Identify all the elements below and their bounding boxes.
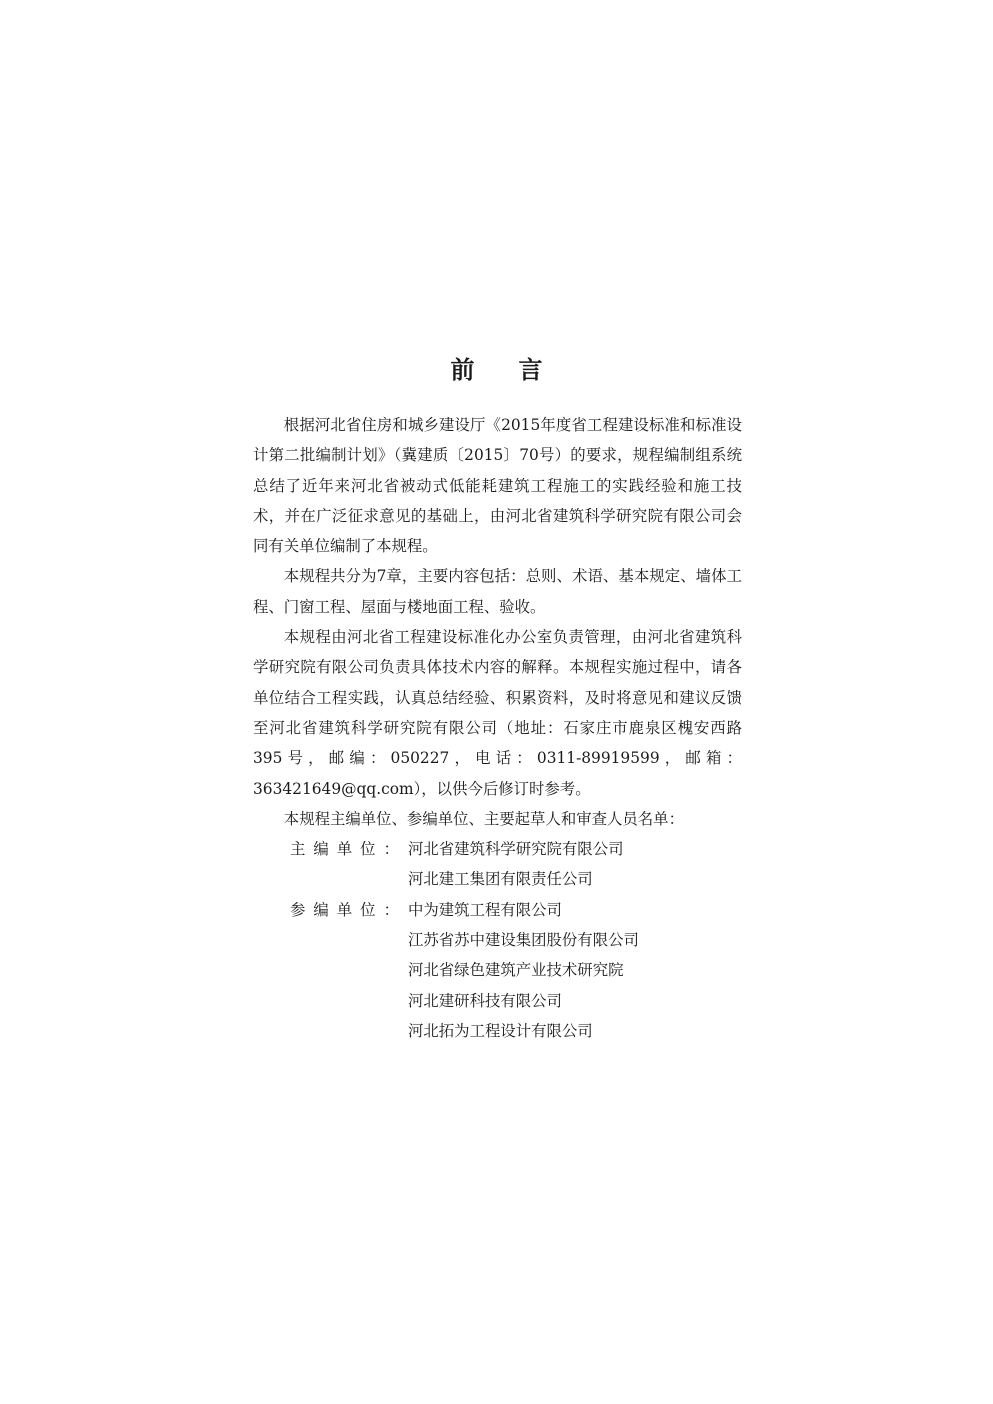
chief-unit-item: 河北建工集团有限责任公司 xyxy=(408,870,593,889)
page-title: 前言 xyxy=(450,355,587,384)
preface-body xyxy=(253,410,742,1046)
participating-units-section xyxy=(253,895,742,1046)
paragraph-management: 本规程由河北省工程建设标准化办公室负责管理，由河北省建筑科学研究院有限公司负责具体技术内容的解释。本规程实施过程中，请各单位结合工程实践，认真总结经验、积累资料，及时将意见和建议反馈至河北省建筑科学研究院有限公司（地址：石家庄市鹿泉区槐安西路395号，邮编：050227，电话：0311-89919599，邮箱：363421649@qq.com），以供今后修订时参考。 xyxy=(253,628,742,798)
paragraph-background: 根据河北省住房和城乡建设厅《2015年度省工程建设标准和标准设计第二批编制计划》（冀建质〔2015〕70号）的要求，规程编制组系统总结了近年来河北省被动式低能耗建筑工程施工的实践经验和施工技术，并在广泛征求意见的基础上，由河北省建筑科学研究院有限公司会同有关单位编制了本规程。 xyxy=(253,416,742,556)
participating-unit-item: 河北拓为工程设计有限公司 xyxy=(408,1021,593,1040)
chief-units-list xyxy=(408,834,742,895)
chief-unit-item: 河北省建筑科学研究院有限公司 xyxy=(408,840,624,859)
participating-units-list xyxy=(408,895,742,1046)
paragraph-structure: 本规程共分为7章，主要内容包括：总则、术语、基本规定、墙体工程、门窗工程、屋面与楼地面工程、验收。 xyxy=(253,567,742,616)
participating-unit-item: 河北建研科技有限公司 xyxy=(408,991,562,1010)
participating-unit-item: 中为建筑工程有限公司 xyxy=(408,900,562,919)
participating-unit-item: 河北省绿色建筑产业技术研究院 xyxy=(408,961,624,980)
participating-units-label: 参编单位： xyxy=(290,900,407,919)
chief-units-label: 主编单位： xyxy=(290,840,407,859)
participating-unit-item: 江苏省苏中建设集团股份有限公司 xyxy=(408,931,639,950)
paragraph-unit-intro: 本规程主编单位、参编单位、主要起草人和审查人员名单： xyxy=(283,809,684,828)
chief-units-section xyxy=(253,834,742,895)
